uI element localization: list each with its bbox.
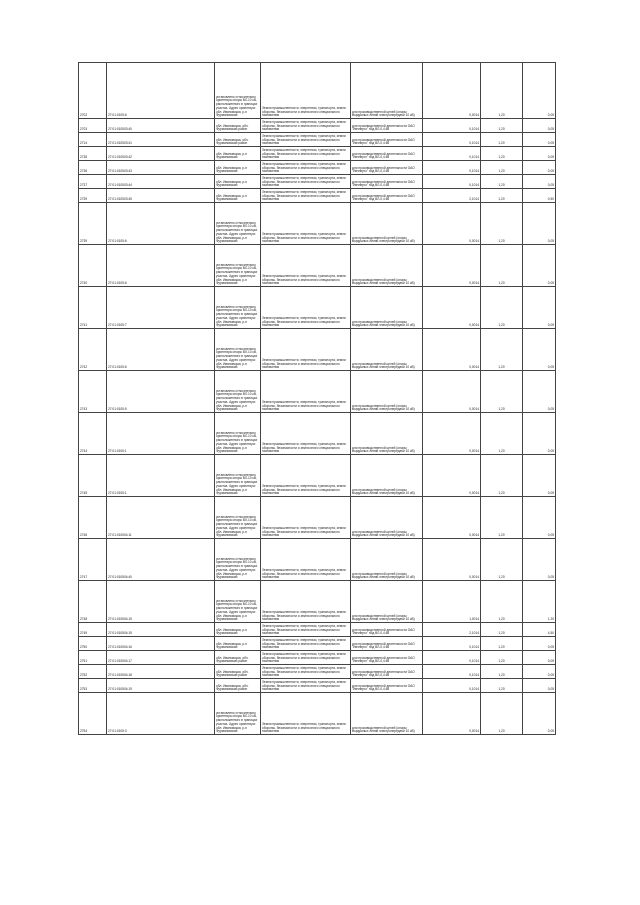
tax-value: 4,50 bbox=[523, 623, 556, 637]
tax-value: 0,05 bbox=[523, 175, 556, 189]
location: обл. Ивановская, обл. Фурмановский район bbox=[215, 679, 261, 693]
land-category: Земли промышленности, энергетики, транспорта, земли обороны, безопасности и земли иного специального назначения bbox=[261, 147, 351, 161]
row-number: 2740 bbox=[79, 245, 107, 287]
permitted-use: для производственной деятельности ОАО "Ивэнерго" под ВЛ-0,4 кВ bbox=[351, 637, 423, 651]
table-row bbox=[79, 329, 556, 371]
location: установлено относительно ориентира опоры ВЛ-10 кВ, расположенного в границах участка. Адрес ориентира: обл. Ивановская, р-н Фурмановский bbox=[215, 413, 261, 455]
location: обл. Ивановская, обл. Фурмановский район bbox=[215, 133, 261, 147]
row-number: 2754 bbox=[79, 693, 107, 735]
rate-value: 1,20 bbox=[481, 329, 523, 371]
area-value: 0,0014 bbox=[423, 539, 481, 581]
rate-value: 1,20 bbox=[481, 623, 523, 637]
area-value: 2,1014 bbox=[423, 623, 481, 637]
cadastral-number: 27:01:0105:5 bbox=[107, 371, 215, 413]
table-row bbox=[79, 119, 556, 133]
location: установлено относительно ориентира опоры ВЛ-10 кВ, расположенного в границах участка. Адрес ориентира: обл. Ивановская, р-н Фурмановский bbox=[215, 455, 261, 497]
cadastral-number: 27:01:0105:6 bbox=[107, 63, 215, 119]
location: установлено относительно ориентира опоры ВЛ-10 кВ, расположенного в границах участка. Адрес ориентира: обл. Ивановская, р-н Фурмановский bbox=[215, 497, 261, 539]
row-number: 2741 bbox=[79, 287, 107, 329]
location: обл. Ивановская, р-н Фурмановский bbox=[215, 637, 261, 651]
tax-value: 0,05 bbox=[523, 161, 556, 175]
land-category: Земли промышленности, энергетики, транспорта, земли обороны, безопасности и земли иного специального назначения bbox=[261, 539, 351, 581]
area-value: 2,1014 bbox=[423, 189, 481, 203]
permitted-use: для производственной деятельности ОАО "Ивэнерго" под ВЛ-0,4 кВ bbox=[351, 119, 423, 133]
permitted-use: для производственной целей (опоры воздушных линий электропередачи 10 кВ) bbox=[351, 329, 423, 371]
land-category: Земли промышленности, энергетики, транспорта, земли обороны, безопасности и земли иного специального назначения bbox=[261, 161, 351, 175]
land-category: Земли промышленности, энергетики, транспорта, земли обороны, безопасности и земли иного специального назначения bbox=[261, 651, 351, 665]
row-number: 2735 bbox=[79, 147, 107, 161]
area-value: 0,1014 bbox=[423, 119, 481, 133]
table-row bbox=[79, 497, 556, 539]
location: обл. Ивановская, р-н Фурмановский bbox=[215, 175, 261, 189]
location: установлено относительно ориентира опоры ВЛ-10 кВ, расположенного в границах участка. Адрес ориентира: обл. Ивановская, р-н Фурмановский bbox=[215, 693, 261, 735]
location: установлено относительно ориентира опоры ВЛ-10 кВ, расположенного в границах участка. Адрес ориентира: обл. Ивановская, р-н Фурмановский bbox=[215, 539, 261, 581]
area-value: 0,1014 bbox=[423, 147, 481, 161]
permitted-use: для производственной деятельности ОАО "Ивэнерго" под ВЛ-0,4 кВ bbox=[351, 161, 423, 175]
table-row bbox=[79, 651, 556, 665]
cadastral-number: 27:01:010503:44 bbox=[107, 175, 215, 189]
rate-value: 1,20 bbox=[481, 245, 523, 287]
rate-value: 1,20 bbox=[481, 665, 523, 679]
tax-value: 0,05 bbox=[523, 665, 556, 679]
rate-value: 1,20 bbox=[481, 371, 523, 413]
permitted-use: для производственной целей (опоры воздушных линий электропередачи 10 кВ) bbox=[351, 245, 423, 287]
cadastral-number: 27:01:010504:18 bbox=[107, 665, 215, 679]
tax-value: 0,05 bbox=[523, 287, 556, 329]
rate-value: 1,20 bbox=[481, 63, 523, 119]
area-value: 0,1014 bbox=[423, 651, 481, 665]
permitted-use: для производственной деятельности ОАО "Ивэнерго" под ВЛ-0,4 кВ bbox=[351, 189, 423, 203]
row-number: 2742 bbox=[79, 329, 107, 371]
area-value: 0,0014 bbox=[423, 455, 481, 497]
permitted-use: для производственной целей (опоры воздушных линий электропередачи 10 кВ) bbox=[351, 413, 423, 455]
table-row bbox=[79, 539, 556, 581]
area-value: 0,1014 bbox=[423, 665, 481, 679]
cadastral-number: 27:01:0105:7 bbox=[107, 287, 215, 329]
area-value: 0,1014 bbox=[423, 679, 481, 693]
location: установлено относительно ориентира опоры ВЛ-10 кВ, расположенного в границах участка. Адрес ориентира: обл. Ивановская, р-н Фурмановский bbox=[215, 287, 261, 329]
table-row bbox=[79, 623, 556, 637]
rate-value: 1,20 bbox=[481, 161, 523, 175]
permitted-use: для производственной деятельности ОАО "Ивэнерго" под ВЛ-0,4 кВ bbox=[351, 147, 423, 161]
land-category: Земли промышленности, энергетики, транспорта, земли обороны, безопасности и земли иного специального назначения bbox=[261, 637, 351, 651]
land-category: Земли промышленности, энергетики, транспорта, земли обороны, безопасности и земли иного специального назначения bbox=[261, 133, 351, 147]
row-number: 2750 bbox=[79, 637, 107, 651]
tax-value: 0,05 bbox=[523, 651, 556, 665]
rate-value: 1,20 bbox=[481, 693, 523, 735]
area-value: 0,0014 bbox=[423, 497, 481, 539]
tax-value: 0,05 bbox=[523, 133, 556, 147]
rate-value: 1,20 bbox=[481, 651, 523, 665]
cadastral-number: 27:01:010503:45 bbox=[107, 189, 215, 203]
permitted-use: для производственной деятельности ОАО "Ивэнерго" под ВЛ-0,4 кВ bbox=[351, 651, 423, 665]
tax-value: 0,05 bbox=[523, 147, 556, 161]
cadastral-number: 27:01:0105:6 bbox=[107, 203, 215, 245]
land-category: Земли промышленности, энергетики, транспорта, земли обороны, безопасности и земли иного специального назначения bbox=[261, 623, 351, 637]
cadastral-number: 27:01:010504:15 bbox=[107, 581, 215, 623]
land-category: Земли промышленности, энергетики, транспорта, земли обороны, безопасности и земли иного специального назначения bbox=[261, 455, 351, 497]
row-number: 2753 bbox=[79, 679, 107, 693]
area-value: 0,0014 bbox=[423, 329, 481, 371]
rate-value: 1,20 bbox=[481, 203, 523, 245]
table-row bbox=[79, 175, 556, 189]
land-category: Земли промышленности, энергетики, транспорта, земли обороны, безопасности и земли иного специального назначения bbox=[261, 371, 351, 413]
location: установлено относительно ориентира опоры ВЛ-10 кВ, расположенного в границах участка. Адрес ориентира: обл. Ивановская, р-н Фурмановский bbox=[215, 371, 261, 413]
tax-value: 0,05 bbox=[523, 329, 556, 371]
land-category: Земли промышленности, энергетики, транспорта, земли обороны, безопасности и земли иного специального назначения bbox=[261, 413, 351, 455]
rate-value: 1,20 bbox=[481, 455, 523, 497]
rate-value: 1,20 bbox=[481, 413, 523, 455]
permitted-use: для производственной целей (опоры воздушных линий электропередачи 10 кВ) bbox=[351, 203, 423, 245]
location: обл. Ивановская, обл. Фурмановский район bbox=[215, 665, 261, 679]
cadastral-number: 27:01:0105:1 bbox=[107, 413, 215, 455]
cadastral-number: 27:01:010504:16 bbox=[107, 637, 215, 651]
tax-value: 1,20 bbox=[523, 581, 556, 623]
area-value: 0,1014 bbox=[423, 637, 481, 651]
row-number: 2739 bbox=[79, 189, 107, 203]
permitted-use: для производственной деятельности ОАО "Ивэнерго" под ВЛ-0,4 кВ bbox=[351, 665, 423, 679]
rate-value: 1,20 bbox=[481, 189, 523, 203]
area-value: 0,0014 bbox=[423, 245, 481, 287]
row-number: 2739 bbox=[79, 203, 107, 245]
rate-value: 1,20 bbox=[481, 637, 523, 651]
permitted-use: для производственной целей (опоры воздушных линий электропередачи 10 кВ) bbox=[351, 497, 423, 539]
area-value: 0,0014 bbox=[423, 203, 481, 245]
row-number: 2745 bbox=[79, 455, 107, 497]
table-row bbox=[79, 665, 556, 679]
area-value: 0,0014 bbox=[423, 287, 481, 329]
location: установлено относительно ориентира опоры ВЛ-10 кВ, расположенного в границах участка. Адрес ориентира: обл. Ивановская, р-н Фурмановский bbox=[215, 203, 261, 245]
table-row bbox=[79, 679, 556, 693]
row-number: 2737 bbox=[79, 175, 107, 189]
row-number: 2749 bbox=[79, 623, 107, 637]
row-number: 2714 bbox=[79, 133, 107, 147]
rate-value: 1,20 bbox=[481, 133, 523, 147]
cadastral-number: 27:01:010504:11 bbox=[107, 497, 215, 539]
permitted-use: для производственной целей (опоры воздушных линий электропередачи 10 кВ) bbox=[351, 63, 423, 119]
cadastral-number: 27:01:0105:1 bbox=[107, 455, 215, 497]
area-value: 0,0014 bbox=[423, 693, 481, 735]
area-value: 0,0014 bbox=[423, 63, 481, 119]
land-category: Земли промышленности, энергетики, транспорта, земли обороны, безопасности и земли иного специального назначения bbox=[261, 175, 351, 189]
area-value: 0,0014 bbox=[423, 371, 481, 413]
row-number: 2748 bbox=[79, 581, 107, 623]
location: обл. Ивановская, р-н Фурмановский bbox=[215, 623, 261, 637]
rate-value: 1,20 bbox=[481, 497, 523, 539]
area-value: 0,0014 bbox=[423, 413, 481, 455]
permitted-use: для производственной деятельности ОАО "Ивэнерго" под ВЛ-0,4 кВ bbox=[351, 175, 423, 189]
land-category: Земли промышленности, энергетики, транспорта, земли обороны, безопасности и земли иного специального назначения bbox=[261, 287, 351, 329]
permitted-use: для производственной деятельности ОАО "Ивэнерго" под ВЛ-0,4 кВ bbox=[351, 133, 423, 147]
permitted-use: для производственной целей (опоры воздушных линий электропередачи 10 кВ) bbox=[351, 581, 423, 623]
table-row bbox=[79, 245, 556, 287]
table-row bbox=[79, 455, 556, 497]
tax-value: 0,05 bbox=[523, 245, 556, 287]
location: обл. Ивановская, р-н Фурмановский bbox=[215, 161, 261, 175]
land-category: Земли промышленности, энергетики, транспорта, земли обороны, безопасности и земли иного специального назначения bbox=[261, 189, 351, 203]
table-row bbox=[79, 581, 556, 623]
permitted-use: для производственной целей (опоры воздушных линий электропередачи 10 кВ) bbox=[351, 371, 423, 413]
row-number: 2751 bbox=[79, 651, 107, 665]
rate-value: 1,20 bbox=[481, 147, 523, 161]
row-number: 2702 bbox=[79, 63, 107, 119]
cadastral-number: 27:01:0105:6 bbox=[107, 245, 215, 287]
location: установлено относительно ориентира опоры ВЛ-10 кВ, расположенного в границах участка. Адрес ориентира: обл. Ивановская, р-н Фурмановский bbox=[215, 581, 261, 623]
cadastral-number: 27:01:010504:19 bbox=[107, 679, 215, 693]
permitted-use: для производственной целей (опоры воздушных линий электропередачи 10 кВ) bbox=[351, 693, 423, 735]
table-row bbox=[79, 693, 556, 735]
land-category: Земли промышленности, энергетики, транспорта, земли обороны, безопасности и земли иного специального назначения bbox=[261, 679, 351, 693]
land-category: Земли промышленности, энергетики, транспорта, земли обороны, безопасности и земли иного специального назначения bbox=[261, 665, 351, 679]
tax-value: 0,05 bbox=[523, 497, 556, 539]
table-row bbox=[79, 413, 556, 455]
rate-value: 1,20 bbox=[481, 287, 523, 329]
land-plot-table bbox=[78, 62, 556, 735]
cadastral-number: 27:01:0105:3 bbox=[107, 693, 215, 735]
tax-value: 0,50 bbox=[523, 189, 556, 203]
location: обл. Ивановская, обл. Фурмановский район bbox=[215, 119, 261, 133]
table-row bbox=[79, 133, 556, 147]
tax-value: 0,05 bbox=[523, 455, 556, 497]
cadastral-number: 27:01:010503:41 bbox=[107, 133, 215, 147]
land-category: Земли промышленности, энергетики, транспорта, земли обороны, безопасности и земли иного специального назначения bbox=[261, 329, 351, 371]
permitted-use: для производственной целей (опоры воздушных линий электропередачи 10 кВ) bbox=[351, 539, 423, 581]
tax-value: 0,05 bbox=[523, 539, 556, 581]
permitted-use: для производственной деятельности ОАО "Ивэнерго" под ВЛ-0,4 кВ bbox=[351, 623, 423, 637]
location: установлено относительно ориентира опоры ВЛ-10 кВ, расположенного в границах участка. Адрес ориентира: обл. Ивановская, р-н Фурмановский bbox=[215, 245, 261, 287]
land-category: Земли промышленности, энергетики, транспорта, земли обороны, безопасности и земли иного специального назначения bbox=[261, 497, 351, 539]
location: обл. Ивановская, р-н Фурмановский bbox=[215, 189, 261, 203]
area-value: 0,1014 bbox=[423, 133, 481, 147]
location: установлено относительно ориентира опоры ВЛ-10 кВ, расположенного в границах участка. Адрес ориентира: обл. Ивановская, р-н Фурмановский bbox=[215, 63, 261, 119]
permitted-use: для производственной целей (опоры воздушных линий электропередачи 10 кВ) bbox=[351, 287, 423, 329]
tax-value: 0,05 bbox=[523, 63, 556, 119]
rate-value: 1,20 bbox=[481, 119, 523, 133]
land-category: Земли промышленности, энергетики, транспорта, земли обороны, безопасности и земли иного специального назначения bbox=[261, 63, 351, 119]
permitted-use: для производственной целей (опоры воздушных линий электропередачи 10 кВ) bbox=[351, 455, 423, 497]
tax-value: 0,05 bbox=[523, 119, 556, 133]
rate-value: 1,20 bbox=[481, 175, 523, 189]
row-number: 2744 bbox=[79, 413, 107, 455]
land-category: Земли промышленности, энергетики, транспорта, земли обороны, безопасности и земли иного специального назначения bbox=[261, 203, 351, 245]
location: обл. Ивановская, обл. Фурмановский район bbox=[215, 651, 261, 665]
area-value: 0,1014 bbox=[423, 161, 481, 175]
cadastral-number: 27:01:010504:40 bbox=[107, 539, 215, 581]
location: обл. Ивановская, р-н Фурмановский bbox=[215, 147, 261, 161]
table-row bbox=[79, 371, 556, 413]
table-row bbox=[79, 189, 556, 203]
row-number: 2743 bbox=[79, 371, 107, 413]
cadastral-number: 27:01:010504:15 bbox=[107, 623, 215, 637]
tax-value: 0,05 bbox=[523, 637, 556, 651]
land-category: Земли промышленности, энергетики, транспорта, земли обороны, безопасности и земли иного специального назначения bbox=[261, 245, 351, 287]
tax-value: 0,05 bbox=[523, 203, 556, 245]
cadastral-number: 27:01:010503:42 bbox=[107, 147, 215, 161]
table-row bbox=[79, 161, 556, 175]
rate-value: 1,20 bbox=[481, 581, 523, 623]
land-category: Земли промышленности, энергетики, транспорта, земли обороны, безопасности и земли иного специального назначения bbox=[261, 693, 351, 735]
rate-value: 1,20 bbox=[481, 539, 523, 581]
tax-value: 0,05 bbox=[523, 371, 556, 413]
cadastral-number: 27:01:010503:43 bbox=[107, 161, 215, 175]
area-value: 0,1014 bbox=[423, 175, 481, 189]
row-number: 2752 bbox=[79, 665, 107, 679]
table-row bbox=[79, 147, 556, 161]
row-number: 2703 bbox=[79, 119, 107, 133]
tax-value: 0,05 bbox=[523, 413, 556, 455]
row-number: 2746 bbox=[79, 497, 107, 539]
permitted-use: для производственной деятельности ОАО "Ивэнерго" под ВЛ-0,4 кВ bbox=[351, 679, 423, 693]
table-row bbox=[79, 203, 556, 245]
area-value: 1,0014 bbox=[423, 581, 481, 623]
cadastral-number: 27:01:010504:17 bbox=[107, 651, 215, 665]
location: установлено относительно ориентира опоры ВЛ-10 кВ, расположенного в границах участка. Адрес ориентира: обл. Ивановская, р-н Фурмановский bbox=[215, 329, 261, 371]
table-row bbox=[79, 287, 556, 329]
cadastral-number: 27:01:0105:6 bbox=[107, 329, 215, 371]
tax-value: 0,05 bbox=[523, 679, 556, 693]
table-row bbox=[79, 63, 556, 119]
row-number: 2736 bbox=[79, 161, 107, 175]
rate-value: 1,20 bbox=[481, 679, 523, 693]
tax-value: 0,05 bbox=[523, 693, 556, 735]
land-category: Земли промышленности, энергетики, транспорта, земли обороны, безопасности и земли иного специального назначения bbox=[261, 581, 351, 623]
row-number: 2747 bbox=[79, 539, 107, 581]
land-category: Земли промышленности, энергетики, транспорта, земли обороны, безопасности и земли иного специального назначения bbox=[261, 119, 351, 133]
table-row bbox=[79, 637, 556, 651]
cadastral-number: 27:01:010503:40 bbox=[107, 119, 215, 133]
